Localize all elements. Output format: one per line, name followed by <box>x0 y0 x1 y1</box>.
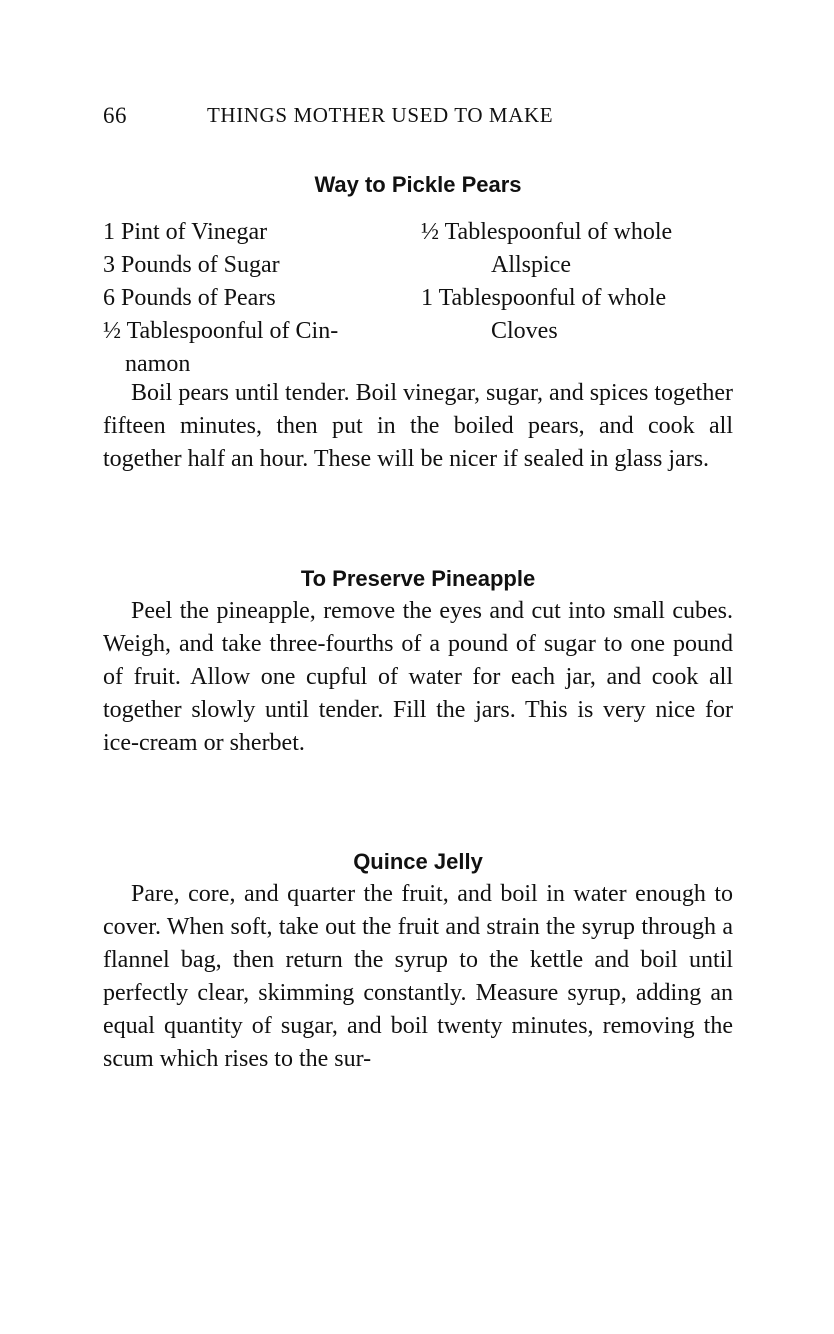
ingredient-column-left <box>103 216 413 381</box>
page-number: 66 <box>103 103 127 128</box>
ingredient-column-right <box>421 216 741 348</box>
ingredient-item: ½ Tablespoonful of whole <box>421 219 673 245</box>
recipe-directions-pickle-pears: Boil pears until tender. Boil vinegar, sugar, and spices together fifteen minutes, then put in the boiled pears, and cook all together half an hour. These will be nicer if sealed in glass jars. <box>103 380 733 472</box>
running-head <box>103 103 733 133</box>
recipe-title-preserve-pineapple: To Preserve Pineapple <box>300 566 536 591</box>
ingredient-item: 1 Pint of Vinegar <box>103 219 268 245</box>
recipe-title-pickle-pears: Way to Pickle Pears <box>314 172 522 197</box>
ingredient-item: 3 Pounds of Sugar <box>103 252 280 278</box>
recipe-directions-quince-jelly: Pare, core, and quarter the fruit, and boil in water enough to cover. When soft, take out the fruit and strain the syrup through a flannel bag, then return the syrup to the kettle and boil until perfectly clear, skimming constantly. Measure syrup, adding an equal quantity of sugar, and boil twenty minutes, removing the scum which rises to the sur- <box>103 881 733 1072</box>
ingredient-item-continuation: Allspice <box>491 252 571 278</box>
book-title: THINGS MOTHER USED TO MAKE <box>207 103 554 127</box>
ingredient-item: 6 Pounds of Pears <box>103 285 276 311</box>
ingredient-item-continuation: namon <box>125 351 191 377</box>
ingredient-item: ½ Tablespoonful of Cin- <box>103 318 339 344</box>
ingredient-item: 1 Tablespoonful of whole <box>421 285 667 311</box>
recipe-title-quince-jelly: Quince Jelly <box>353 849 483 874</box>
recipe-directions-preserve-pineapple: Peel the pineapple, remove the eyes and cut into small cubes. Weigh, and take three-fourths of a pound of sugar to one pound of fruit. Allow one cupful of water for each jar, and cook all together slowly until tender. Fill the jars. This is very nice for ice-cream or sherbet. <box>103 598 733 756</box>
ingredient-item-continuation: Cloves <box>491 318 558 344</box>
